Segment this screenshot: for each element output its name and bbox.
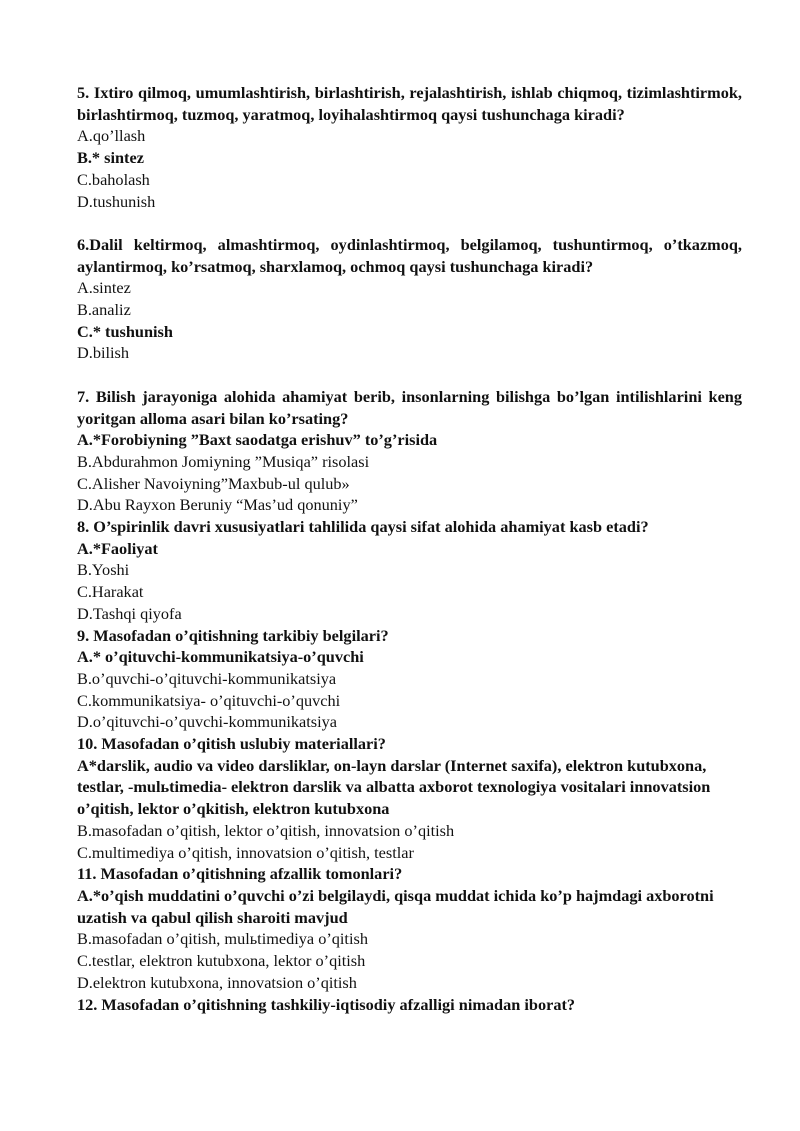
option-b: B.masofadan o’qitish, lektor o’qitish, innovatsion o’qitish xyxy=(77,820,455,840)
question-text: 11. Masofadan o’qitishning afzallik tomonlari? xyxy=(77,864,403,884)
question-text: 7. Bilish jarayoniga alohida ahamiyat berib, insonlarning bilishga bo’lgan intilishlarini keng yoritgan alloma asari bilan ko’rsating? xyxy=(77,386,742,428)
option-c: C.kommunikatsiya- o’qituvchi-o’quvchi xyxy=(77,690,341,710)
option-a-correct: A*darslik, audio va video darsliklar, on-layn darslar (Internet saxifa), elektron kutubxona, testlar, -mulьtimedia- elektron darslik va albatta axborot texnologiya vositalari innovatsion o’qitish, lektor o’qkitish, elektron kutubxona xyxy=(77,755,711,819)
option-d: D.bilish xyxy=(77,343,130,363)
option-a-correct: A.*o’qish muddatini o’quvchi o’zi belgilaydi, qisqa muddat ichida ko’p hajmdagi axborotni uzatish va qabul qilish sharoiti mavjud xyxy=(77,885,714,927)
option-a: A.qo’llash xyxy=(77,126,146,146)
option-b-correct: B.* sintez xyxy=(77,148,144,168)
option-c: C.testlar, elektron kutubxona, lektor o’qitish xyxy=(77,951,366,971)
option-c: C.Harakat xyxy=(77,582,144,602)
option-d: D.o’qituvchi-o’quvchi-kommunikatsiya xyxy=(77,712,337,732)
option-a: A.sintez xyxy=(77,278,131,298)
question-text: 5. Ixtiro qilmoq, umumlashtirish, birlashtirish, rejalashtirish, ishlab chiqmoq, tizimlashtirmok, birlashtirmoq, tuzmoq, yaratmoq, loyihalashtirmoq qaysi tushunchaga kiradi? xyxy=(77,83,742,124)
option-c: C.baholash xyxy=(77,169,150,189)
option-b: B.analiz xyxy=(77,300,131,320)
option-d: D.Abu Rayxon Beruniy “Mas’ud qonuniy” xyxy=(77,495,358,515)
option-d: D.tushunish xyxy=(77,191,156,211)
question-10 xyxy=(77,733,742,863)
option-d: D.Tashqi qiyofa xyxy=(77,603,182,623)
question-7 xyxy=(77,386,742,516)
option-a-correct: A.* o’qituvchi-kommunikatsiya-o’quvchi xyxy=(77,647,364,667)
option-a-correct: A.*Faoliyat xyxy=(77,538,158,558)
question-8 xyxy=(77,516,742,625)
question-9 xyxy=(77,625,742,734)
question-text: 9. Masofadan o’qitishning tarkibiy belgilari? xyxy=(77,625,389,645)
question-5 xyxy=(77,82,742,212)
question-text: 6.Dalil keltirmoq, almashtirmoq, oydinlashtirmoq, belgilamoq, tushuntirmoq, o’tkazmoq, aylantirmoq, ko’rsatmoq, sharxlamoq, ochmoq qaysi tushunchaga kiradi? xyxy=(77,234,742,276)
option-b: B.masofadan o’qitish, mulьtimediya o’qitish xyxy=(77,929,368,949)
option-c: C.multimediya o’qitish, innovatsion o’qitish, testlar xyxy=(77,842,414,862)
question-text: 12. Masofadan o’qitishning tashkiliy-iqtisodiy afzalligi nimadan iborat? xyxy=(77,994,576,1014)
option-c-correct: C.* tushunish xyxy=(77,321,173,341)
option-a-correct: A.*Forobiyning ”Baxt saodatga erishuv” to’g’risida xyxy=(77,430,438,450)
question-12 xyxy=(77,994,742,1016)
question-text: 8. O’spirinlik davri xususiyatlari tahlilida qaysi sifat alohida ahamiyat kasb etadi? xyxy=(77,517,649,537)
question-text: 10. Masofadan o’qitish uslubiy materiallari? xyxy=(77,734,386,754)
question-6 xyxy=(77,234,742,364)
option-c: C.Alisher Navoiyning”Maxbub-ul qulub» xyxy=(77,473,350,493)
option-d: D.elektron kutubxona, innovatsion o’qitish xyxy=(77,972,357,992)
question-11 xyxy=(77,863,742,993)
option-b: B.Yoshi xyxy=(77,560,130,580)
option-b: B.Abdurahmon Jomiyning ”Musiqa” risolasi xyxy=(77,451,370,471)
option-b: B.o’quvchi-o’qituvchi-kommunikatsiya xyxy=(77,668,337,688)
